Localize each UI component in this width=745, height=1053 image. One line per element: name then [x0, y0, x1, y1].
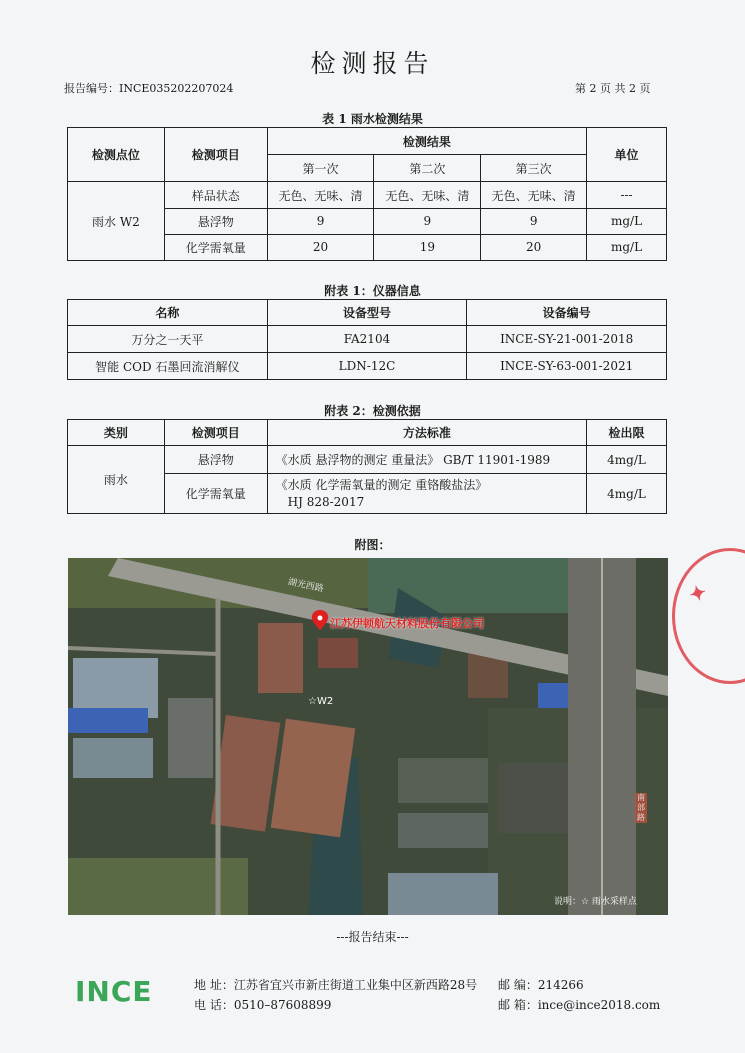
road-label: 湖光西路 [287, 577, 325, 595]
result-cell: 无色、无味、清 [481, 182, 587, 208]
email-value: ince@ince2018.com [537, 998, 661, 1012]
table3-caption: 附表 2：检测依据 [324, 404, 421, 418]
report-title: 检测报告 [310, 49, 435, 78]
rainwater-results-table [67, 127, 667, 261]
header-result: 检测结果 [267, 128, 586, 155]
instrument-model: LDN-12C [267, 353, 467, 380]
item-cell: 样品状态 [164, 182, 267, 208]
result-cell: 9 [267, 208, 374, 234]
header-item: 检测项目 [164, 128, 267, 182]
result-cell: 20 [481, 234, 587, 260]
item-cell: 化学需氧量 [164, 474, 267, 514]
instrument-name: 智能 COD 石墨回流消解仪 [68, 353, 268, 380]
point-cell: 雨水 W2 [68, 182, 165, 261]
company-seal: ✦ [672, 548, 745, 684]
instrument-code: INCE-SY-63-001-2021 [467, 353, 667, 380]
table1-caption: 表 1 雨水检测结果 [322, 112, 423, 126]
postcode-value: 214266 [537, 978, 584, 992]
postcode-label: 邮 编： [498, 978, 538, 992]
email-line [498, 996, 660, 1013]
report-number: 报告编号：INCE035202207024 [64, 82, 234, 95]
header-method: 方法标准 [267, 420, 586, 446]
logo-text: INCE [75, 975, 153, 1008]
address-value: 江苏省宜兴市新庄街道工业集中区新西路28号 [233, 978, 478, 992]
table2-caption: 附表 1：仪器信息 [324, 284, 421, 298]
method-table [67, 419, 667, 514]
phone-line [194, 996, 331, 1013]
side-road-label: 南部路 [637, 793, 645, 822]
header-item: 检测项目 [164, 420, 267, 446]
instrument-model: FA2104 [267, 326, 467, 353]
phone-value: 0510–87608899 [233, 998, 332, 1012]
map-caption: 附图： [354, 538, 391, 552]
report-end: ---报告结束--- [336, 930, 409, 944]
result-cell: 19 [374, 234, 481, 260]
instrument-name: 万分之一天平 [68, 326, 268, 353]
address-line [194, 976, 477, 993]
header-third: 第三次 [481, 155, 587, 182]
header-second: 第二次 [374, 155, 481, 182]
unit-cell: mg/L [587, 208, 667, 234]
header-first: 第一次 [267, 155, 374, 182]
header-name: 名称 [68, 300, 268, 326]
header-point: 检测点位 [68, 128, 165, 182]
result-cell: 9 [481, 208, 587, 234]
unit-cell: --- [587, 182, 667, 208]
page-info: 第 2 页 共 2 页 [575, 82, 651, 95]
method-cell: 《水质 悬浮物的测定 重量法》 GB/T 11901-1989 [267, 446, 586, 474]
instrument-code: INCE-SY-21-001-2018 [467, 326, 667, 353]
table-row [68, 326, 667, 353]
phone-label: 电 话： [194, 998, 234, 1012]
postcode-line [498, 976, 584, 993]
instrument-table [67, 299, 667, 380]
header-unit: 单位 [587, 128, 667, 182]
email-label: 邮 箱： [498, 998, 538, 1012]
address-label: 地 址： [194, 978, 234, 992]
header-model: 设备型号 [267, 300, 467, 326]
item-cell: 化学需氧量 [164, 234, 267, 260]
limit-cell: 4mg/L [587, 474, 667, 514]
limit-cell: 4mg/L [587, 446, 667, 474]
result-cell: 20 [267, 234, 374, 260]
result-cell: 无色、无味、清 [267, 182, 374, 208]
header-category: 类别 [68, 420, 165, 446]
result-cell: 无色、无味、清 [374, 182, 481, 208]
item-cell: 悬浮物 [164, 446, 267, 474]
table-row [68, 182, 667, 208]
company-label: 江苏伊顿航天材料股份有限公司 [330, 617, 484, 630]
result-cell: 9 [374, 208, 481, 234]
satellite-map-drawing [68, 558, 668, 915]
header-limit: 检出限 [587, 420, 667, 446]
table-row [68, 353, 667, 380]
satellite-map [68, 558, 668, 915]
unit-cell: mg/L [587, 234, 667, 260]
method-cell [267, 474, 586, 514]
method-line: HJ 828-2017 [287, 494, 365, 509]
map-legend: 说明：☆ 雨水采样点 [554, 897, 637, 907]
ince-logo [75, 975, 153, 1008]
sampling-point-label: ☆W2 [308, 696, 334, 707]
item-cell: 悬浮物 [164, 208, 267, 234]
method-line: 《水质 化学需氧量的测定 重铬酸盐法》 [275, 477, 488, 492]
category-cell: 雨水 [68, 446, 165, 514]
header-code: 设备编号 [467, 300, 667, 326]
table-row [68, 446, 667, 474]
